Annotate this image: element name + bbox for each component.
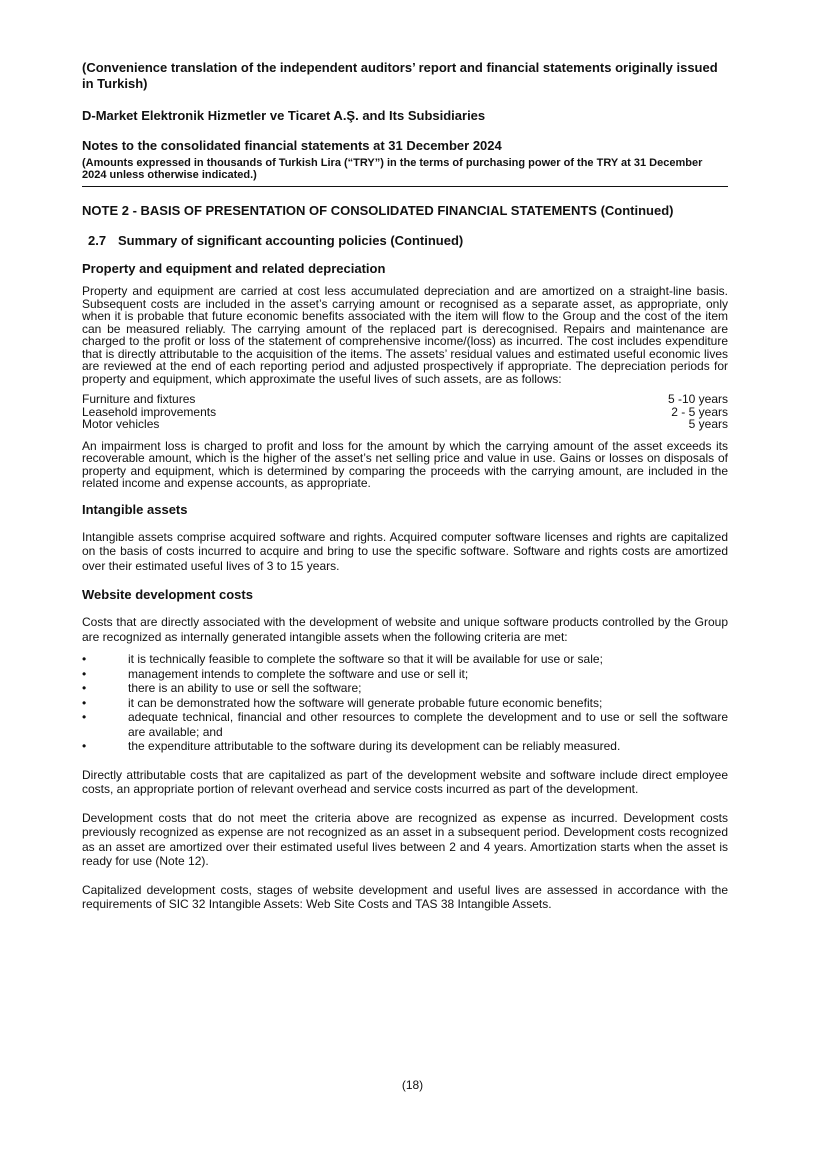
document-page (82, 60, 728, 912)
notes-title: Notes to the consolidated financial statements at 31 December 2024 (82, 138, 502, 153)
company-name: D-Market Elektronik Hizmetler ve Ticaret A.Ş. and Its Subsidiaries (82, 108, 486, 123)
bullet: • (82, 739, 87, 753)
asset-class: Leasehold improvements (82, 404, 217, 419)
page-number: (18) (401, 1078, 424, 1092)
website-heading: Website development costs (82, 587, 253, 602)
useful-life: 5 years (688, 417, 728, 431)
section-heading (82, 233, 728, 249)
asset-class: Motor vehicles (82, 417, 160, 431)
useful-life: 5 -10 years (667, 392, 728, 406)
property-paragraph-2: An impairment loss is charged to profit and loss for the amount by which the carrying amount of the asset exceeds its recoverable amount, which is the higher of the asset’s net selling price and value in use. Gains or losses on disposals of property and equipment, which is determined by comparing the proceeds with the carrying amount, are included in the related income and expense accounts, as appropriate. (82, 438, 728, 490)
bullet: • (82, 666, 87, 681)
asset-class: Furniture and fixtures (82, 392, 196, 406)
note-title: NOTE 2 - BASIS OF PRESENTATION OF CONSOLIDATED FINANCIAL STATEMENTS (Continued) (82, 203, 674, 218)
list-item (82, 652, 728, 667)
useful-life-row (82, 418, 728, 431)
website-paragraph-3: Development costs that do not meet the criteria above are recognized as expense as incurred. Development costs previously recognized as expense are not recognized as an asset in a subsequent period. Development costs recognized as an asset are amortized over their estimated useful lives between 2 and 4 years. Amortization starts when the asset is ready for use (Note 12). (82, 810, 728, 868)
list-item-text: there is an ability to use or sell the software; (128, 681, 362, 695)
website-intro: Costs that are directly associated with the development of website and unique software products controlled by the Group are recognized as internally generated intangible assets when the following criteria are met: (82, 615, 728, 644)
list-item-text: it is technically feasible to complete the software so that it will be available for use or sale; (128, 652, 603, 666)
property-heading: Property and equipment and related depreciation (82, 261, 386, 276)
section-number: 2.7 (88, 233, 107, 248)
useful-lives-table (82, 393, 728, 431)
amounts-note: (Amounts expressed in thousands of Turkish Lira (“TRY”) in the terms of purchasing power of the TRY at 31 December 2024 unless otherwise indicated.) (82, 157, 703, 181)
header-divider (82, 186, 728, 187)
intangible-heading: Intangible assets (82, 501, 188, 517)
section-title: Summary of significant accounting policies (Continued) (118, 233, 464, 248)
convenience-translation-note: (Convenience translation of the independent auditors’ report and financial statements originally issued in Turkish) (82, 60, 718, 91)
bullet: • (82, 710, 87, 724)
property-paragraph-1: Property and equipment are carried at cost less accumulated depreciation and are amortized on a straight-line basis. Subsequent costs are included in the asset’s carrying amount or recognised as a separate asset, as appropriate, only when it is probable that future economic benefits associated with the item will flow to the Group and the cost of the item can be measured reliably. The carrying amount of the replaced part is derecognised. Repairs and maintenance are charged to the profit or loss of the statement of comprehensive income/(loss) as incurred. The cost includes expenditure that is directly attributable to the acquisition of the items. The assets’ residual values and estimated useful economic lives are reviewed at the end of each reporting period and adjusted prospectively if appropriate. The depreciation periods for property and equipment, which approximate the useful lives of such assets, are as follows: (82, 284, 728, 386)
list-item-text: it can be demonstrated how the software will generate probable future economic benefits; (128, 695, 603, 710)
bullet: • (82, 681, 87, 695)
list-item (82, 739, 728, 754)
list-item-text: management intends to complete the software and use or sell it; (128, 666, 469, 681)
list-item (82, 667, 728, 682)
list-item (82, 710, 728, 739)
useful-life-row (82, 393, 728, 406)
useful-life-row (82, 406, 728, 419)
useful-life: 2 - 5 years (671, 404, 728, 419)
list-item-text: adequate technical, financial and other resources to complete the development and to use or sell the software are available; and (128, 710, 728, 739)
website-paragraph-2: Directly attributable costs that are capitalized as part of the development website and software include direct employee costs, an appropriate portion of relevant overhead and service costs incurred as part of the development. (82, 767, 728, 796)
bullet: • (82, 652, 87, 666)
list-item-text: the expenditure attributable to the software during its development can be reliably measured. (128, 739, 621, 753)
website-paragraph-4: Capitalized development costs, stages of website development and useful lives are assessed in accordance with the requirements of SIC 32 Intangible Assets: Web Site Costs and TAS 38 Intangible Assets. (82, 882, 728, 911)
list-item (82, 681, 728, 696)
criteria-list (82, 652, 728, 754)
bullet: • (82, 695, 87, 710)
list-item (82, 696, 728, 711)
intangible-paragraph: Intangible assets comprise acquired software and rights. Acquired computer software licenses and rights are capitalized on the basis of costs incurred to acquire and bring to use the specific software. Software and rights costs are amortized over their estimated useful lives of 3 to 15 years. (82, 529, 728, 573)
